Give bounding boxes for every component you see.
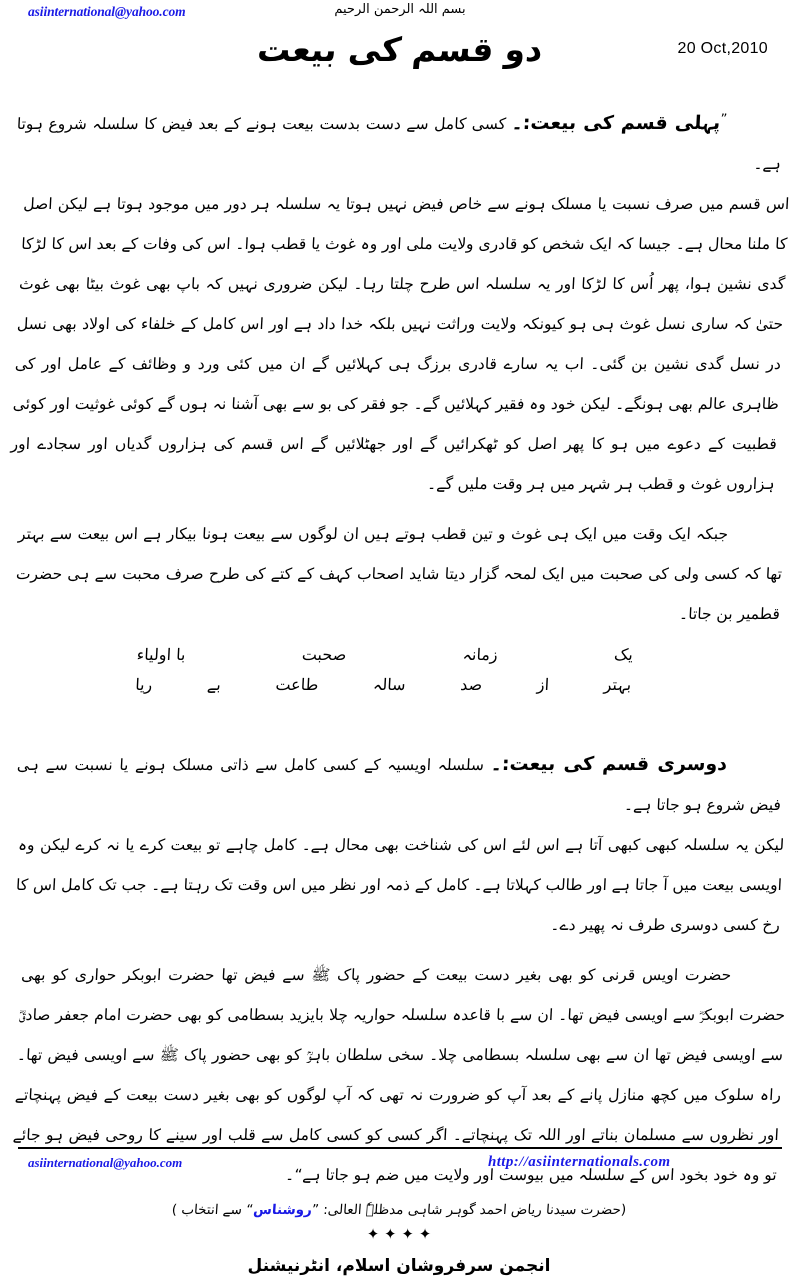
second-type-intro-text: سلسلہ اویسیہ کے کسی کامل سے ذاتی مسلک ہونے یا نسبت سے ہی فیض شروع ہو جاتا ہے۔ <box>16 756 782 815</box>
second-type-paragraph-1: لیکن یہ سلسلہ کبھی کبھی آتا ہے اس لئے اس کی شناخت بھی محال ہے۔ کامل چاہے تو بیعت کرے یا نہ کرے لیکن وہ اویسی بیعت میں آ جاتا ہے اور طالب کہلاتا ہے۔ کامل کے ذمہ اور نظر میں اس وقت تک رہتا ہے۔ جب تک کامل اس کا رخ کسی دوسری طرف نہ پھیر دے۔ <box>15 836 785 935</box>
couplet-word: ریا <box>134 675 153 695</box>
first-type-paragraph-1: اس قسم میں صرف نسبت یا مسلک ہونے سے خاص فیض نہیں ہوتا یہ سلسلہ ہر دور میں موجود ہوتا ہے لیکن اصل کا ملنا محال ہے۔ جیسا کہ ایک شخص کو قادری ولایت ملی اور وہ غوث یا قطب ہوا۔ اس کی وفات کے بعد اس کا لڑکا گدی نشین ہوا، پھر اُس کا لڑکا اور یہ سلسلہ اس طرح چلتا رہا۔ لیکن ضروری نہیں کہ باپ بھی غوث بیٹا بھی غوث حتیٰ کہ ساری نسل غوث ہی ہو کیونکہ ولایت وراثت نہیں بلکہ خدا داد ہے اور اس کامل کے خلفاء کی اولاد بھی نسل در نسل گدی نشین بن گئی۔ اب یہ سارے قادری برزگ ہی کہلائیں گے ان میں کئی ورد و وظائف کے عامل اور کی ظاہری عالم بھی ہونگے۔ لیکن خود وہ فقیر کہلائیں گے۔ جو فقر کی بو سے بھی آشنا نہ ہوں گے کوئی غوثیت اور کوئی قطبیت کے دعوے میں ہو کا پھر اصل کو ٹھکرائیں گے اور جھٹلائیں گے اس قسم کی ہزاروں گدیاں اور سجادے اور ہزاروں غوث و قطب ہر شہر میں ہر وقت ملیں گے۔ <box>10 195 790 494</box>
source-attribution <box>15 1199 783 1221</box>
couplet-word: سالہ <box>372 675 407 695</box>
attribution-prefix: (حضرت سیدنا ریاض احمد گوہر شاہی مدظلہٗ العالی: ” <box>311 1202 627 1219</box>
persian-couplet <box>14 640 783 700</box>
couplet-word: صد <box>459 675 483 695</box>
couplet-word: یک <box>613 645 634 665</box>
first-type-intro-text: کسی کامل سے دست بدست بیعت ہونے کے بعد فیض کا سلسلہ شروع ہوتا ہے۔ <box>16 115 782 174</box>
decorative-separator <box>16 1227 782 1242</box>
footer-website-url[interactable]: http://asiinternationals.com <box>488 1154 671 1170</box>
couplet-line-1 <box>136 640 634 670</box>
couplet-word: بے <box>206 675 222 695</box>
open-quote-mark: ” <box>720 112 728 127</box>
couplet-word: زمانہ <box>462 645 499 665</box>
document-body <box>0 100 800 1276</box>
attribution-suffix: “ سے انتخاب ) <box>171 1202 254 1219</box>
spacer <box>16 945 782 955</box>
bismillah-text: بسم اللہ الرحمن الرحیم <box>334 2 466 17</box>
first-type-opening-paragraph <box>14 100 784 184</box>
header-email-address[interactable]: asiinternational@yahoo.com <box>28 4 186 19</box>
page-title: دو قسم کی بیعت <box>255 30 545 69</box>
spacer <box>16 700 782 744</box>
page-footer <box>18 1147 782 1178</box>
couplet-word: صحبت <box>301 645 347 665</box>
second-type-opening-paragraph <box>14 744 784 825</box>
couplet-word: بہتر <box>603 675 632 695</box>
organization-name: انجمن سرفروشان اسلام، انٹرنیشنل <box>247 1256 551 1276</box>
couplet-line-2 <box>134 670 632 700</box>
first-type-paragraph-2: جبکہ ایک وقت میں ایک ہی غوث و تین قطب ہوتے ہیں ان لوگوں سے بیعت ہونا بیکار ہے اس بیعت سے بہتر تھا کہ کسی ولی کی صحبت میں ایک لمحہ گزار دیتا شاید اصحاب کہف کے کتے کی طرح صرف محبت سے ہی حضرت قطمیر بن جاتا۔ <box>15 525 783 624</box>
attribution-book-title: روشناس <box>252 1202 313 1219</box>
header-date: 20 Oct,2010 <box>677 40 768 57</box>
couplet-word: از <box>536 675 550 695</box>
diamond-icon: ✦ ✦ ✦ ✦ <box>366 1225 432 1244</box>
footer-email-address[interactable]: asiinternational@yahoo.com <box>28 1155 183 1170</box>
second-type-heading: دوسری قسم کی بیعت:۔ <box>490 753 728 776</box>
page-header <box>0 0 800 100</box>
first-type-heading: پہلی قسم کی بیعت:۔ <box>511 112 721 135</box>
spacer <box>16 504 782 514</box>
couplet-word: طاعت <box>275 675 319 695</box>
second-type-paragraph-2: حضرت اویس قرنی کو بھی بغیر دست بیعت کے حضور پاک ﷺ سے فیض تھا حضرت ابوبکر حواری کو بھی حضرت ابوبکرؓ سے اویسی فیض تھا۔ ان سے با قاعدہ سلسلہ حواریہ چلا بایزید بسطامی کو بھی حضرت امام جعفر صادقؓ سے اویسی فیض تھا ان سے بھی سلسلہ بسطامی چلا۔ سخی سلطان باہوؒ کو بھی حضور پاک ﷺ سے اویسی فیض تھا۔ راہ سلوک میں کچھ منازل پانے کے بعد آپ کو ضرورت نہ تھی کہ آپ لوگوں کو بھی بغیر دست بیعت کے فیض پہنچاتے اور نظروں سے مسلمان بناتے اور اللہ تک پہنچاتے۔ اگر کسی کو کسی کامل سے قلب اور سینے کا روحی فیض ہو جائے تو وہ خود بخود اس کے سلسلہ میں بیوست اور ولایت میں ضم ہو جاتا ہے“۔ <box>12 966 786 1185</box>
couplet-word: با اولیاء <box>136 645 186 665</box>
